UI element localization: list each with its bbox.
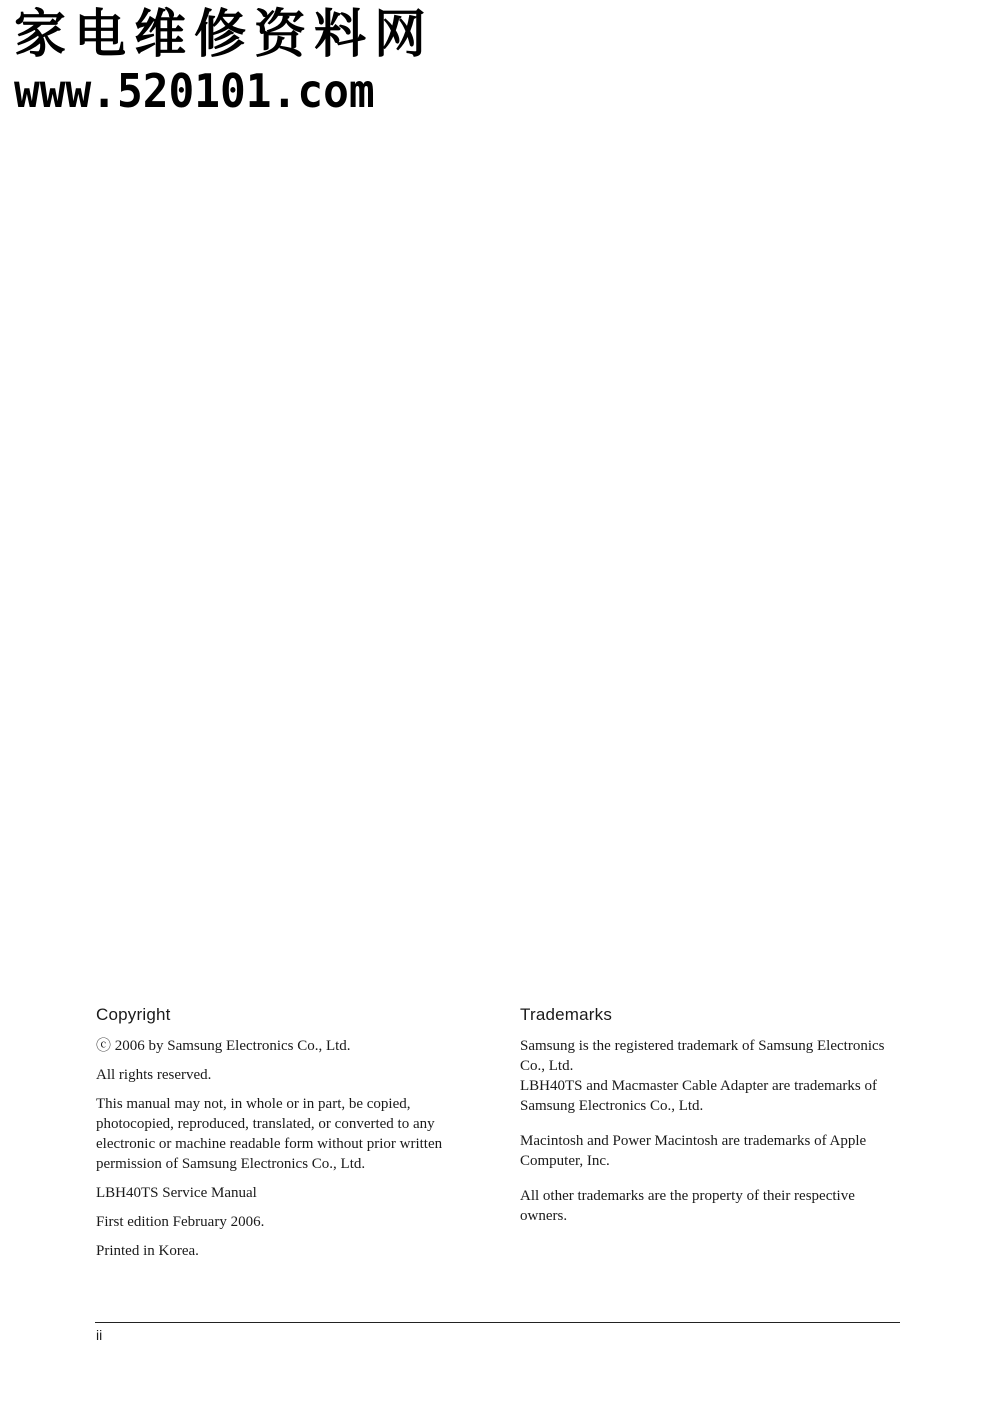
copyright-heading: Copyright bbox=[96, 1005, 171, 1024]
reproduction-notice: This manual may not, in whole or in part, be copied, photocopied, reproduced, translated, or converted to any electronic or machine readable form without prior written permission of Samsung Electronics Co., Ltd. bbox=[96, 1096, 443, 1172]
lbh40ts-trademark-line: LBH40TS and Macmaster Cable Adapter are trademarks of Samsung Electronics Co., Ltd. bbox=[520, 1078, 877, 1114]
footer-divider bbox=[95, 1322, 900, 1323]
trademarks-heading: Trademarks bbox=[520, 1005, 613, 1024]
edition-line: First edition February 2006. bbox=[96, 1214, 265, 1230]
other-trademarks-line: All other trademarks are the property of their respective owners. bbox=[520, 1188, 855, 1224]
trademarks-section bbox=[520, 1004, 900, 1241]
copyright-section bbox=[96, 1004, 491, 1270]
rights-reserved-line: All rights reserved. bbox=[96, 1067, 212, 1083]
manual-title-line: LBH40TS Service Manual bbox=[96, 1185, 257, 1201]
watermark-logo bbox=[14, 4, 464, 118]
apple-trademark-line: Macintosh and Power Macintosh are trademarks of Apple Computer, Inc. bbox=[520, 1133, 867, 1169]
page-number: ii bbox=[96, 1327, 103, 1343]
copyright-line: ⓒ 2006 by Samsung Electronics Co., Ltd. bbox=[96, 1038, 351, 1054]
watermark-url: www.520101.com bbox=[14, 64, 375, 118]
samsung-trademark-line: Samsung is the registered trademark of Samsung Electronics Co., Ltd. bbox=[520, 1038, 885, 1074]
printed-line: Printed in Korea. bbox=[96, 1243, 199, 1259]
watermark-chinese-text: 家电维修资料网 bbox=[14, 4, 435, 65]
